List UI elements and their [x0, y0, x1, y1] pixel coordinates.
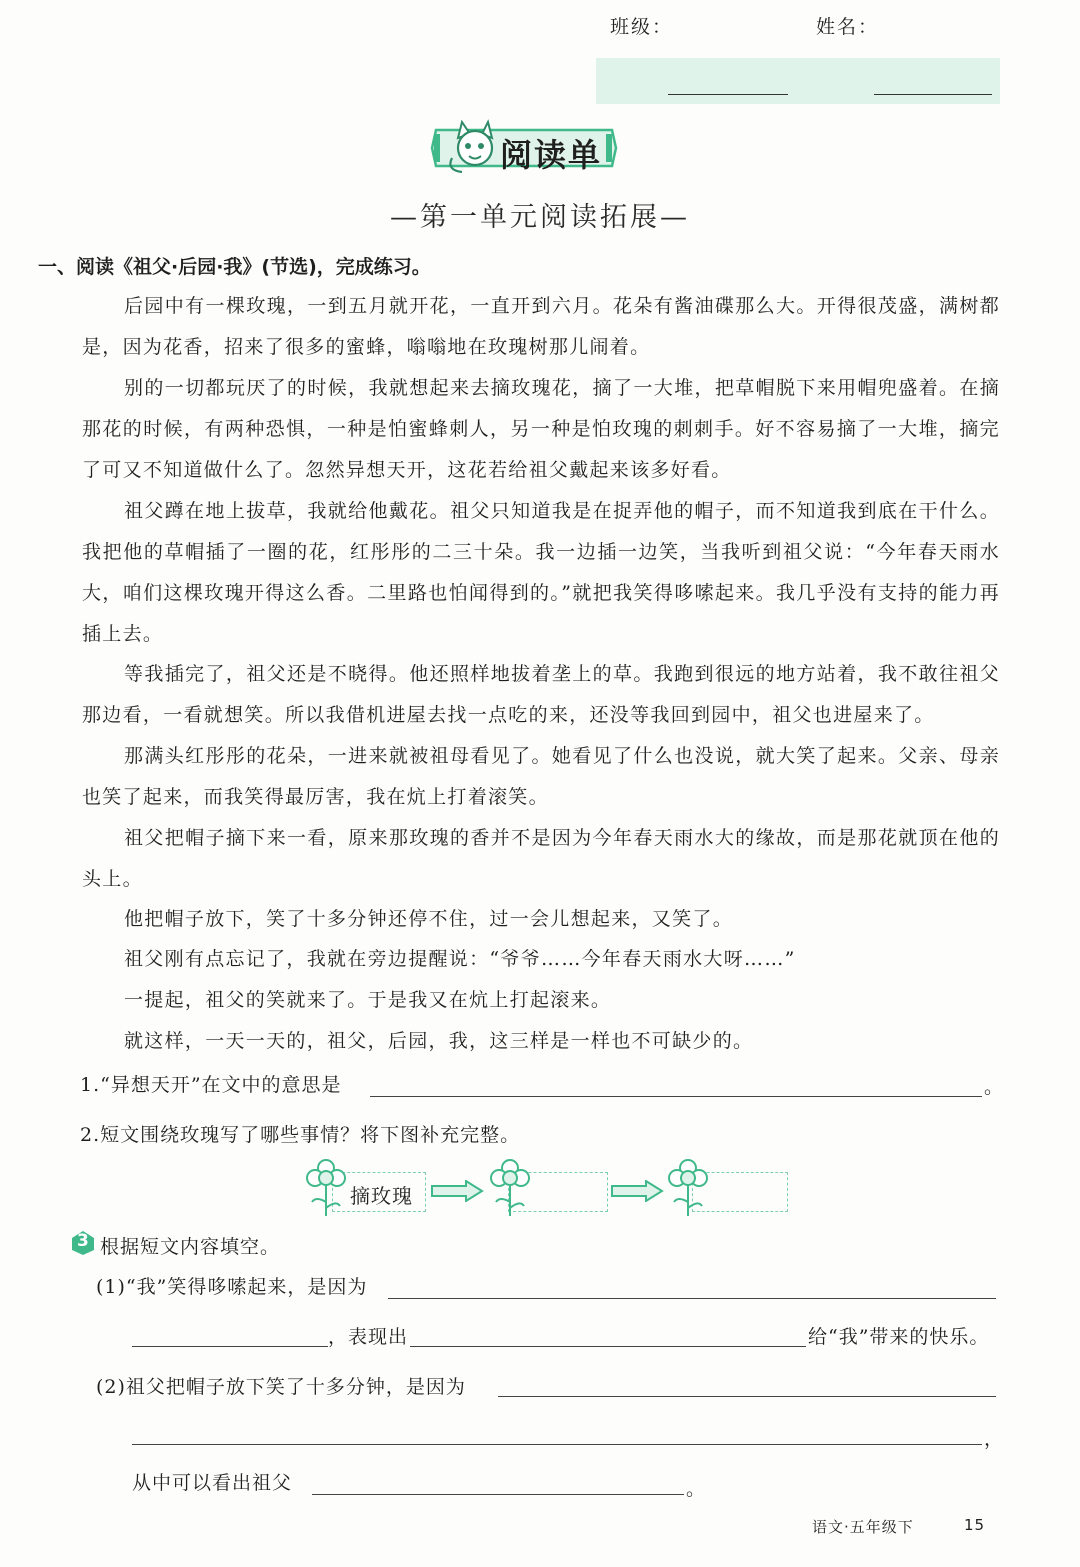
page-number: 15: [964, 1516, 986, 1534]
passage-paragraph: 他把帽子放下，笑了十多分钟还停不住，过一会儿想起来，又笑了。: [124, 908, 734, 930]
question-3-1-mid: ，表现出: [328, 1326, 409, 1348]
question-3-number: 3: [77, 1231, 90, 1251]
answer-line-q3-1b[interactable]: [132, 1346, 328, 1347]
question-3-1-end: 给“我”带来的快乐。: [808, 1326, 990, 1348]
title-badge-text: 阅读单: [500, 136, 603, 174]
flow-box-1-label: 摘玫瑰: [350, 1184, 413, 1208]
passage-paragraph: 祖父把帽子摘下来一看，原来那玫瑰的香并不是因为今年春天雨水大的缘故，而是那花就顶在他的头上。: [82, 827, 1000, 890]
question-3-2-comma: ，: [984, 1428, 1005, 1450]
answer-line-q3-1c[interactable]: [410, 1346, 806, 1347]
passage-paragraph: 别的一切都玩厌了的时候，我就想起来去摘玫瑰花，摘了一大堆，把草帽脱下来用帽兜盛着。在摘那花的时候，有两种恐惧，一种是怕蜜蜂刺人，另一种是怕玫瑰的刺刺手。好不容易摘了一大堆，摘完了可又不知道做什么了。忽然异想天开，这花若给祖父戴起来该多好看。: [82, 377, 1000, 481]
class-name-bar: [596, 58, 1000, 104]
question-3: 根据短文内容填空。: [100, 1236, 281, 1258]
name-label: 姓名：: [816, 16, 880, 38]
passage-paragraph: 后园中有一棵玫瑰，一到五月就开花，一直开到六月。花朵有酱油碟那么大。开得很茂盛，满树都是，因为花香，招来了很多的蜜蜂，嗡嗡地在玫瑰树那儿闹着。: [82, 295, 1000, 358]
squirrel-mascot-icon: [444, 118, 504, 178]
passage-paragraph: 那满头红彤彤的花朵，一进来就被祖母看见了。她看见了什么也没说，就大笑了起来。父亲、母亲也笑了起来，而我笑得最厉害，我在炕上打着滚笑。: [82, 745, 1000, 808]
name-field[interactable]: [874, 94, 992, 95]
question-1-end: 。: [984, 1076, 1005, 1098]
question-3-2-line3: 从中可以看出祖父: [132, 1472, 293, 1494]
flow-arrow-icon: [610, 1180, 664, 1202]
passage-paragraph: 等我插完了，祖父还是不晓得。他还照样地拔着垄上的草。我跑到很远的地方站着，我不敢往祖父那边看，一看就想笑。所以我借机进屋去找一点吃的来，还没等我回到园中，祖父也进屋来了。: [82, 663, 1000, 726]
class-field[interactable]: [668, 94, 788, 95]
answer-line-q3-2a[interactable]: [498, 1396, 996, 1397]
answer-line-q3-1a[interactable]: [388, 1298, 996, 1299]
question-3-2: (2)祖父把帽子放下笑了十多分钟，是因为: [96, 1376, 466, 1398]
question-2: 2.短文围绕玫瑰写了哪些事情？将下图补充完整。: [80, 1124, 521, 1146]
answer-line-q3-2c[interactable]: [312, 1494, 684, 1495]
flow-arrow-icon: [430, 1180, 484, 1202]
flower-icon: [304, 1158, 348, 1220]
passage-paragraph: 祖父蹲在地上拔草，我就给他戴花。祖父只知道我是在捉弄他的帽子，而不知道我到底在干什么。我把他的草帽插了一圈的花，红彤彤的二三十朵。我一边插一边笑，当我听到祖父说：“今年春天雨水大，咱们这棵玫瑰开得这么香。二里路也怕闻得到的。”就把我笑得哆嗦起来。我几乎没有支持的能力再插上去。: [82, 500, 1000, 645]
passage-paragraph: 一提起，祖父的笑就来了。于是我又在炕上打起滚来。: [124, 989, 612, 1011]
question-3-2-end: 。: [686, 1478, 707, 1500]
class-label: 班级：: [610, 16, 674, 38]
footer-subject: 语文·五年级下: [812, 1518, 914, 1536]
answer-line-q1[interactable]: [370, 1096, 982, 1097]
passage-paragraph: 祖父刚有点忘记了，我就在旁边提醒说：“爷爷……今年春天雨水大呀……”: [124, 948, 796, 970]
question-3-1: (1)“我”笑得哆嗦起来，是因为: [96, 1276, 368, 1298]
flower-icon: [488, 1158, 532, 1220]
answer-line-q3-2b[interactable]: [132, 1444, 982, 1445]
section-heading: 一、阅读《祖父·后园·我》(节选)，完成练习。: [38, 256, 431, 278]
question-1: 1.“异想天开”在文中的意思是: [80, 1074, 342, 1096]
page-subtitle: —第一单元阅读拓展—: [390, 202, 690, 233]
passage-paragraph: 就这样，一天一天的，祖父，后园，我，这三样是一样也不可缺少的。: [124, 1030, 754, 1052]
flower-icon: [666, 1158, 710, 1220]
